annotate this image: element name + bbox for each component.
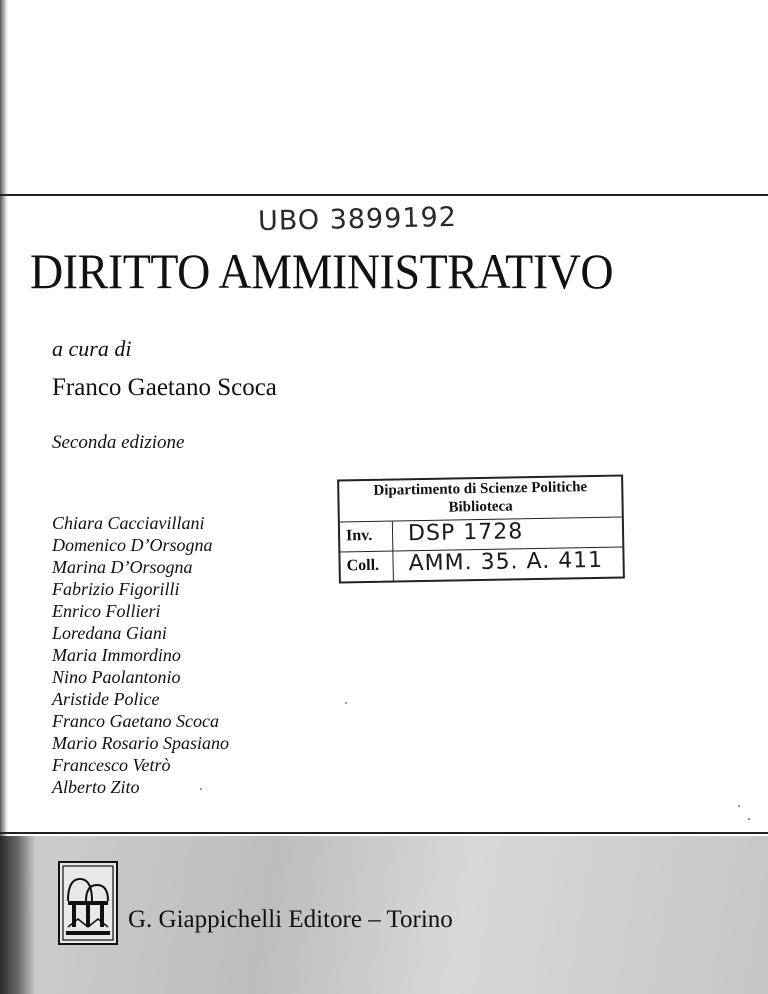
scan-speck [200, 788, 202, 790]
author-name: Domenico D’Orsogna [52, 535, 213, 555]
author-name: Marina D’Orsogna [52, 557, 193, 577]
author-list [52, 512, 229, 798]
scan-speck [738, 805, 740, 807]
author-name: Franco Gaetano Scoca [52, 711, 219, 731]
scan-speck [748, 818, 750, 820]
bottom-rule [0, 832, 768, 834]
author-name: Chiara Cacciavillani [52, 513, 205, 533]
stamp-coll-value: AMM. 35. A. 411 [408, 547, 604, 577]
publisher-logo-icon [58, 861, 118, 945]
publisher-footer [0, 836, 768, 994]
handwritten-inventory-number: UBO 3899192 [257, 201, 458, 238]
edition-label: Seconda edizione [52, 432, 185, 453]
library-stamp [337, 475, 625, 584]
author-name: Francesco Vetrò [52, 755, 171, 775]
stamp-coll-label: Coll. [346, 556, 380, 575]
stamp-department: Dipartimento di Scienze Politiche [373, 479, 588, 499]
author-name: Fabrizio Figorilli [52, 579, 180, 599]
stamp-inv-label: Inv. [345, 526, 373, 545]
top-rule [0, 194, 768, 196]
stamp-inv-value: DSP 1728 [407, 519, 524, 547]
author-name: Enrico Follieri [52, 601, 161, 621]
stamp-library: Biblioteca [448, 498, 513, 516]
author-name: Maria Immordino [52, 645, 181, 665]
author-name: Loredana Giani [52, 623, 167, 643]
cura-label: a cura di [52, 336, 132, 361]
author-name: Nino Paolantonio [52, 667, 181, 687]
publisher-name: G. Giappichelli Editore – Torino [128, 906, 453, 933]
author-name: Aristide Police [52, 689, 160, 709]
editor-name: Franco Gaetano Scoca [52, 374, 277, 401]
author-name: Mario Rosario Spasiano [52, 733, 230, 753]
scan-speck [345, 702, 347, 704]
author-name: Alberto Zito [52, 777, 140, 797]
footer-edge-shadow [0, 836, 36, 994]
book-title: DIRITTO AMMINISTRATIVO [30, 243, 614, 299]
